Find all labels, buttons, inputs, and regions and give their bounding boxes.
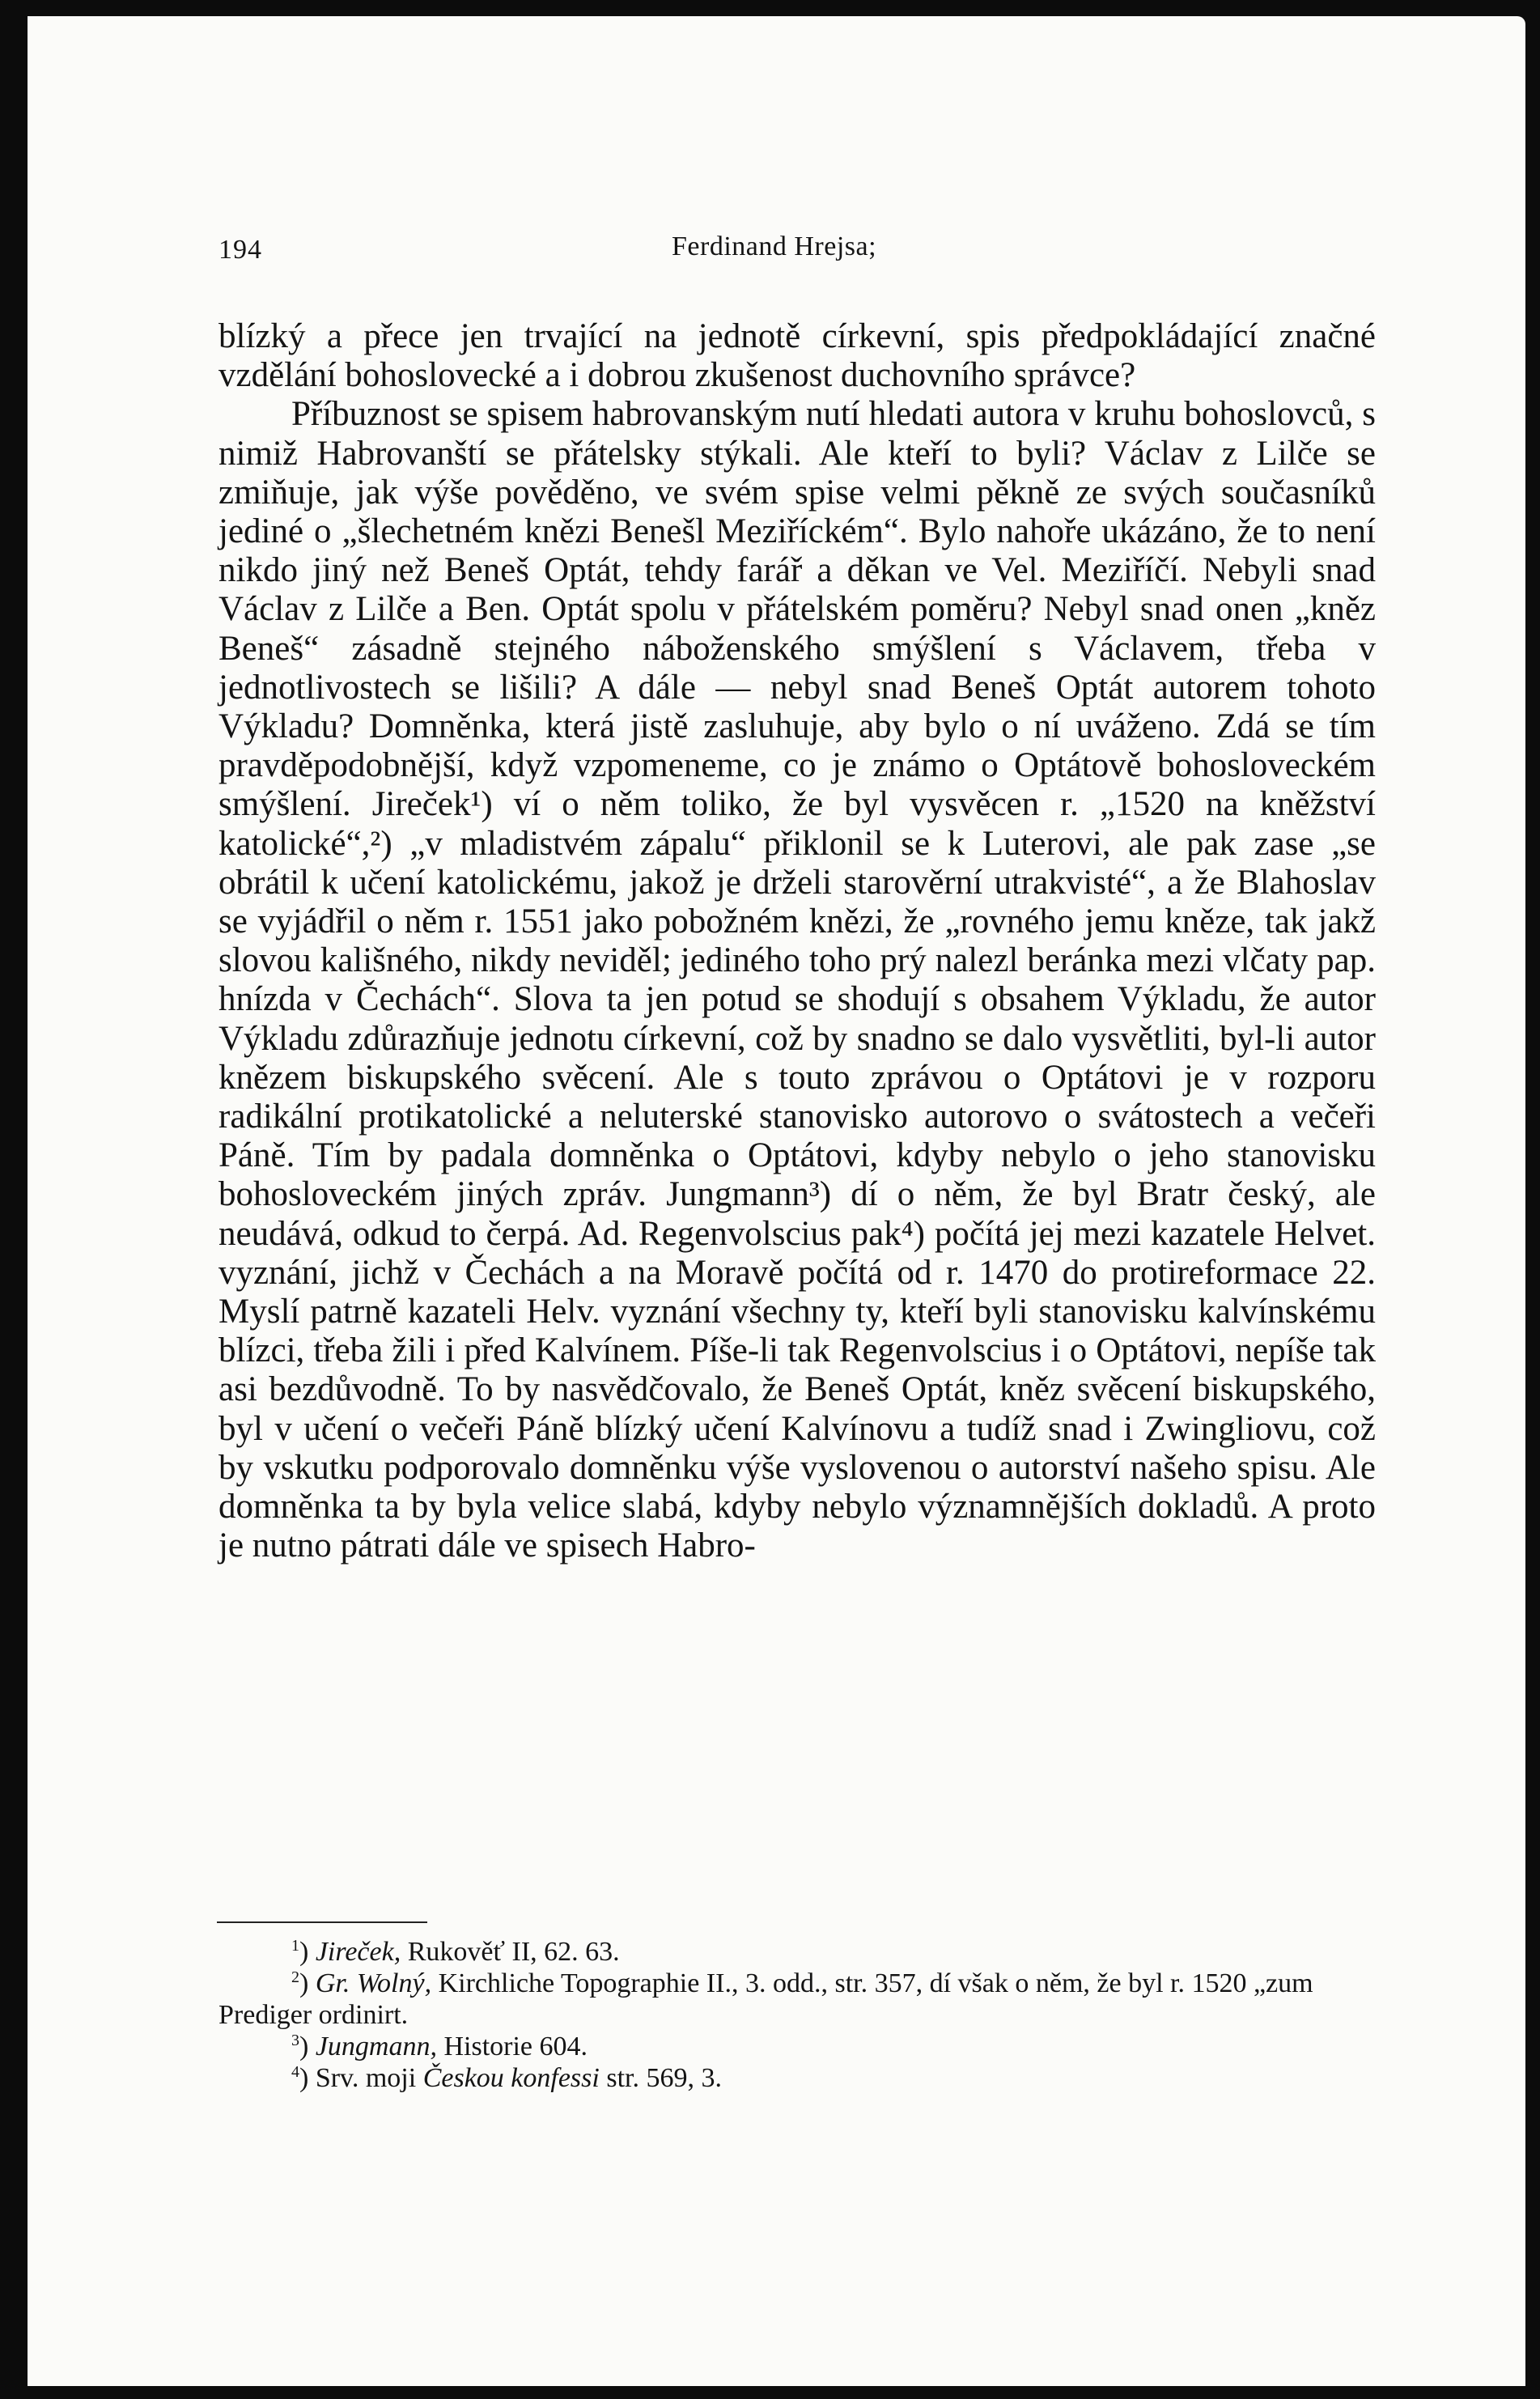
footnote-close-paren: ) xyxy=(299,1937,309,1967)
footnote-separator xyxy=(217,1921,427,1923)
paragraph-2: Příbuznost se spisem habrovanským nutí hledati autora v kruhu bohoslovců, s nimiž Habrovanští se přátelsky stýkali. Ale kteří to byli? Václav z Lilče se zmiňuje, jak výše pověděno, ve svém spise velmi pěkně ze svých současníků jediné o „šlechetném knězi Benešl Meziříckém“. Bylo nahoře ukázáno, že to není nikdo jiný než Beneš Optát, tehdy farář a děkan ve Vel. Meziříčí. Nebyli snad Václav z Lilče a Ben. Optát spolu v přátelském poměru? Nebyl snad onen „kněz Beneš“ zásadně stejného náboženského smýšlení s Václavem, třeba v jednotlivostech se lišili? A dále — nebyl snad Beneš Optát autorem tohoto Výkladu? Domněnka, která jistě zasluhuje, aby bylo o ní uváženo. Zdá se tím pravděpodobnější, když vzpomeneme, co je známo o Optátově bohosloveckém smýšlení. Jireček¹) ví o něm toliko, že byl vysvěcen r. „1520 na kněžství katolické“,²) „v mladistvém zápalu“ přiklonil se k Luterovi, ale pak zase „se obrátil k učení katolickému, jakož je drželi starověrní utrakvisté“, a že Blahoslav se vyjádřil o něm r. 1551 jako pobožném knězi, že „rovného jemu kněze, tak jakž slovou kališného, nikdy neviděl; jediného toho prý nalezl beránka mezi vlčaty pap. hnízda v Čechách“. Slova ta jen potud se shodují s obsahem Výkladu, že autor Výkladu zdůrazňuje jednotu církevní, což by snadno se dalo vysvětliti, byl-li autor knězem biskupského svěcení. Ale s touto zprávou o Optátovi je v rozporu radikální protikatolické a neluterské stanovisko autorovo o svátostech a večeři Páně. Tím by padala domněnka o Optátovi, kdyby nebylo o jeho stanovisku bohosloveckém jiných zpráv. Jungmann³) dí o něm, že byl Bratr český, ale neudává, odkud to čerpá. Ad. Regenvolscius pak⁴) počítá jej mezi kazatele Helvet. vyznání, jichž v Čechách a na Moravě počítá od r. 1470 do protireformace 22. Myslí patrně kazateli Helv. vyznání všechny ty, kteří byli stanovisku kalvínskému blízci, třeba žili i před Kalvínem. Píše-li tak Regenvolscius i o Optátovi, nepíše tak asi bezdůvodně. To by nasvědčovalo, že Beneš Optát, kněz svěcení biskupského, byl v učení o večeři Páně blízký učení Kalvínovu a tudíž snad i Zwingliovu, což by vskutku podporovalo domněnku výše vyslovenou o autorství našeho spisu. Ale domněnka ta by byla velice slabá, kdyby nebylo významnějších dokladů. A proto je nutno pátrati dále ve spisech Habro- xyxy=(218,395,1376,1565)
running-head: Ferdinand Hrejsa; xyxy=(672,231,877,261)
footnote-author: Jireček, xyxy=(315,1937,401,1967)
footnote-4 xyxy=(218,2062,1368,2094)
paragraph-1: blízký a přece jen trvající na jednotě církevní, spis předpokládající značné vzdělání bohoslovecké a i dobrou zkušenost duchovního správce? xyxy=(218,317,1376,395)
footnote-mark: 2 xyxy=(291,1968,299,1986)
footnote-mark: 1 xyxy=(291,1937,299,1955)
footnote-prefix: Srv. moji xyxy=(315,2063,423,2093)
body-text xyxy=(218,317,1376,1566)
page-number: 194 xyxy=(218,235,262,265)
footnote-text: Kirchliche Topographie II., 3. odd., str. 357, dí však o něm, že byl r. 1520 „zum Prediger ordinirt. xyxy=(218,1968,1313,2030)
footnote-2 xyxy=(218,1968,1368,2031)
footnote-1 xyxy=(218,1936,1368,1968)
footnote-3 xyxy=(218,2031,1368,2062)
page-header xyxy=(218,231,1361,275)
footnote-mark: 3 xyxy=(291,2032,299,2049)
footnote-close-paren: ) xyxy=(299,2032,309,2061)
footnote-author: Jungmann, xyxy=(315,2032,437,2061)
footnote-work-title: Českou konfessi xyxy=(422,2063,600,2093)
footnote-text: Historie 604. xyxy=(436,2032,588,2061)
footnote-author: Gr. Wolný, xyxy=(315,1968,432,1998)
footnote-text: str. 569, 3. xyxy=(599,2063,722,2093)
footnote-close-paren: ) xyxy=(299,2063,309,2093)
footnote-text: Rukověť II, 62. 63. xyxy=(401,1937,620,1967)
footnote-mark: 4 xyxy=(291,2063,299,2081)
footnote-close-paren: ) xyxy=(299,1968,309,1998)
footnotes xyxy=(218,1936,1368,2094)
